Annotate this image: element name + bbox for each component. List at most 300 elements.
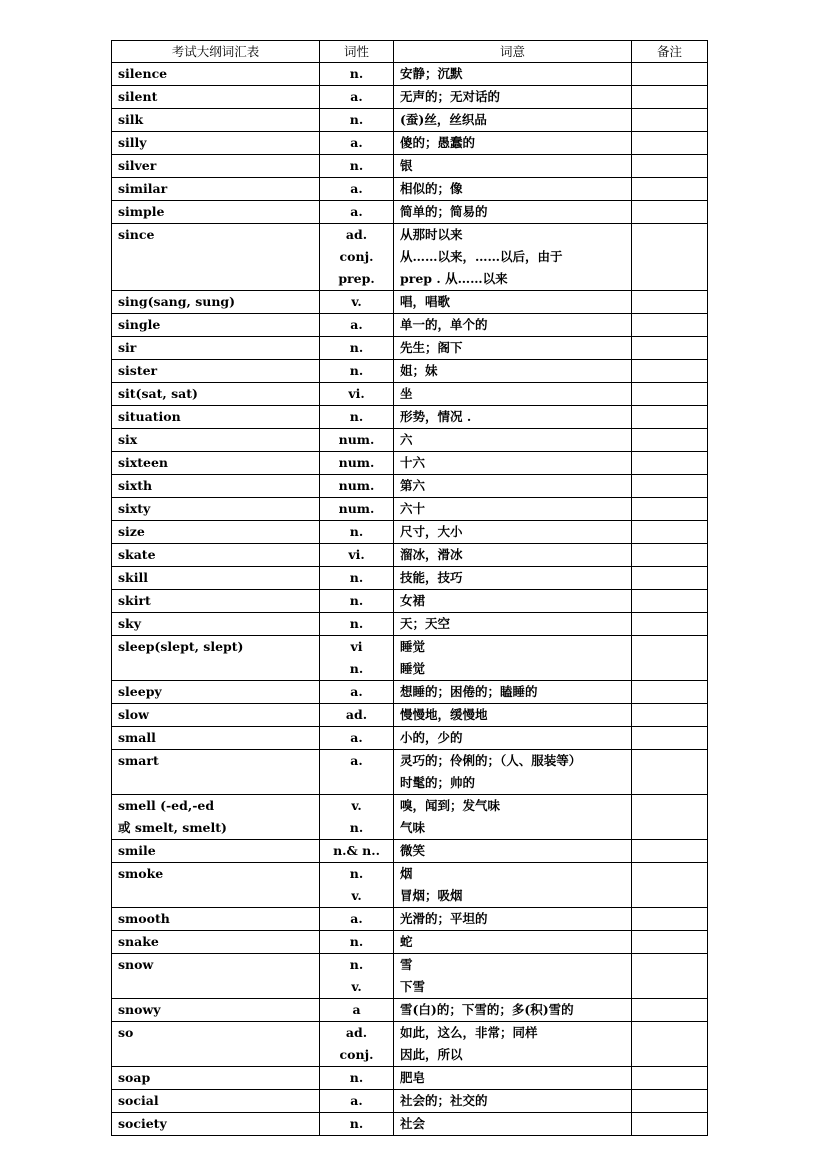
word-text: smart	[118, 753, 159, 768]
meaning-text: 六	[400, 432, 413, 447]
pos-text: n.	[349, 934, 364, 949]
table-row	[112, 544, 708, 567]
word-cell	[112, 1022, 320, 1067]
pos-text: a.	[350, 911, 363, 926]
meaning-text: 睡觉	[400, 661, 426, 676]
meaning-cell	[394, 314, 632, 337]
meaning-cell	[394, 178, 632, 201]
pos-text: vi.	[348, 547, 365, 562]
table-row	[112, 1113, 708, 1136]
word-cell	[112, 291, 320, 314]
meaning-text: (蚕)丝，丝织品	[400, 112, 487, 127]
pos-cell	[320, 1090, 394, 1113]
table-row	[112, 383, 708, 406]
table-row	[112, 109, 708, 132]
table-row	[112, 613, 708, 636]
note-cell	[632, 475, 708, 498]
table-row	[112, 931, 708, 954]
meaning-text: 雪	[400, 957, 413, 972]
meaning-cell	[394, 727, 632, 750]
word-text: snow	[118, 957, 154, 972]
pos-cell	[320, 613, 394, 636]
pos-text: a.	[350, 730, 363, 745]
note-cell	[632, 681, 708, 704]
note-cell	[632, 521, 708, 544]
table-row	[112, 590, 708, 613]
note-cell	[632, 178, 708, 201]
meaning-text: 无声的；无对话的	[400, 89, 501, 104]
pos-text: n.	[349, 616, 364, 631]
pos-text: n.	[349, 820, 364, 835]
meaning-text: 技能，技巧	[400, 570, 463, 585]
table-row	[112, 795, 708, 840]
table-row	[112, 201, 708, 224]
meaning-text: 女裙	[400, 593, 426, 608]
meaning-text: 尺寸，大小	[400, 524, 463, 539]
word-cell	[112, 314, 320, 337]
pos-text: num.	[338, 432, 375, 447]
pos-text: conj.	[339, 1047, 374, 1062]
meaning-text: 简单的；简易的	[400, 204, 488, 219]
word-text: similar	[118, 181, 168, 196]
pos-cell	[320, 360, 394, 383]
word-text: simple	[118, 204, 165, 219]
word-cell	[112, 908, 320, 931]
pos-text: a.	[350, 317, 363, 332]
pos-cell	[320, 337, 394, 360]
pos-text: vi.	[348, 386, 365, 401]
table-row	[112, 155, 708, 178]
meaning-text: 烟	[400, 866, 413, 881]
word-cell	[112, 521, 320, 544]
meaning-text: 嗅，闻到；发气味	[400, 798, 501, 813]
meaning-cell	[394, 337, 632, 360]
pos-cell	[320, 429, 394, 452]
note-cell	[632, 1022, 708, 1067]
word-cell	[112, 954, 320, 999]
word-text: sixty	[118, 501, 151, 516]
pos-text: n.	[349, 524, 364, 539]
word-cell	[112, 795, 320, 840]
meaning-cell	[394, 750, 632, 795]
pos-text: n.	[349, 1070, 364, 1085]
word-cell	[112, 613, 320, 636]
pos-text: n.	[349, 866, 364, 881]
note-cell	[632, 567, 708, 590]
table-row	[112, 1022, 708, 1067]
pos-text: a.	[350, 684, 363, 699]
pos-cell	[320, 1113, 394, 1136]
meaning-cell	[394, 521, 632, 544]
meaning-text: 光滑的；平坦的	[400, 911, 488, 926]
table-row	[112, 406, 708, 429]
vocabulary-body	[112, 63, 708, 1136]
meaning-text: 安静；沉默	[400, 66, 463, 81]
pos-text: v.	[351, 888, 362, 903]
note-cell	[632, 155, 708, 178]
pos-text: n.	[349, 593, 364, 608]
table-row	[112, 86, 708, 109]
table-row	[112, 429, 708, 452]
word-text: snake	[118, 934, 159, 949]
pos-cell	[320, 86, 394, 109]
note-cell	[632, 337, 708, 360]
meaning-text: 先生；阁下	[400, 340, 463, 355]
note-cell	[632, 636, 708, 681]
word-cell	[112, 452, 320, 475]
meaning-cell	[394, 291, 632, 314]
header-pos: 词性	[320, 41, 394, 63]
meaning-text: 睡觉	[400, 639, 426, 654]
word-text: single	[118, 317, 161, 332]
meaning-cell	[394, 452, 632, 475]
word-cell	[112, 750, 320, 795]
table-row	[112, 840, 708, 863]
table-row	[112, 360, 708, 383]
meaning-text: 单一的，单个的	[400, 317, 488, 332]
meaning-cell	[394, 429, 632, 452]
pos-text: a.	[350, 1093, 363, 1108]
word-cell	[112, 383, 320, 406]
table-row	[112, 954, 708, 999]
meaning-text: 银	[400, 158, 413, 173]
word-text: skill	[118, 570, 148, 585]
pos-cell	[320, 840, 394, 863]
meaning-cell	[394, 795, 632, 840]
meaning-text: 小的，少的	[400, 730, 463, 745]
pos-cell	[320, 224, 394, 291]
meaning-text: 从那时以来	[400, 227, 463, 242]
pos-text: num.	[338, 478, 375, 493]
word-cell	[112, 636, 320, 681]
table-row	[112, 908, 708, 931]
meaning-text: 因此，所以	[400, 1047, 463, 1062]
table-row	[112, 999, 708, 1022]
pos-cell	[320, 544, 394, 567]
meaning-text: 从……以来，……以后，由于	[400, 249, 563, 264]
meaning-cell	[394, 360, 632, 383]
table-row	[112, 291, 708, 314]
meaning-cell	[394, 63, 632, 86]
pos-cell	[320, 750, 394, 795]
table-row	[112, 681, 708, 704]
word-cell	[112, 132, 320, 155]
word-cell	[112, 201, 320, 224]
word-text: sixteen	[118, 455, 169, 470]
word-text: silence	[118, 66, 168, 81]
pos-cell	[320, 954, 394, 999]
note-cell	[632, 132, 708, 155]
table-row	[112, 224, 708, 291]
word-cell	[112, 1113, 320, 1136]
pos-text: v.	[351, 798, 362, 813]
note-cell	[632, 544, 708, 567]
pos-cell	[320, 931, 394, 954]
note-cell	[632, 863, 708, 908]
table-row	[112, 314, 708, 337]
pos-cell	[320, 999, 394, 1022]
meaning-text: 冒烟；吸烟	[400, 888, 463, 903]
meaning-text: 想睡的；困倦的；瞌睡的	[400, 684, 538, 699]
word-cell	[112, 178, 320, 201]
table-row	[112, 475, 708, 498]
meaning-cell	[394, 1090, 632, 1113]
word-text: small	[118, 730, 156, 745]
pos-cell	[320, 155, 394, 178]
word-cell	[112, 590, 320, 613]
table-row	[112, 863, 708, 908]
word-text: sixth	[118, 478, 153, 493]
pos-text: a.	[350, 753, 363, 768]
pos-text: n.	[349, 570, 364, 585]
word-text: smooth	[118, 911, 170, 926]
meaning-text: 社会	[400, 1116, 426, 1131]
meaning-cell	[394, 590, 632, 613]
word-text: smoke	[118, 866, 164, 881]
pos-cell	[320, 727, 394, 750]
meaning-text: 唱，唱歌	[400, 294, 451, 309]
header-note: 备注	[632, 41, 708, 63]
meaning-text: 第六	[400, 478, 426, 493]
meaning-text: 雪(白)的；下雪的；多(积)雪的	[400, 1002, 574, 1017]
table-row	[112, 567, 708, 590]
word-text: sky	[118, 616, 141, 631]
pos-text: n.& n..	[333, 843, 380, 858]
word-cell	[112, 863, 320, 908]
pos-cell	[320, 795, 394, 840]
pos-cell	[320, 863, 394, 908]
header-meaning: 词意	[394, 41, 632, 63]
meaning-cell	[394, 1113, 632, 1136]
word-cell	[112, 224, 320, 291]
word-cell	[112, 727, 320, 750]
meaning-cell	[394, 613, 632, 636]
word-text: sit(sat, sat)	[118, 386, 198, 401]
pos-text: v.	[351, 979, 362, 994]
pos-cell	[320, 521, 394, 544]
header-word: 考试大纲词汇表	[112, 41, 320, 63]
table-row	[112, 337, 708, 360]
pos-cell	[320, 908, 394, 931]
meaning-cell	[394, 224, 632, 291]
word-text: sister	[118, 363, 158, 378]
meaning-cell	[394, 132, 632, 155]
table-row	[112, 1067, 708, 1090]
note-cell	[632, 86, 708, 109]
table-row	[112, 1090, 708, 1113]
table-row	[112, 178, 708, 201]
pos-text: conj.	[339, 249, 374, 264]
note-cell	[632, 590, 708, 613]
word-text: social	[118, 1093, 159, 1108]
meaning-cell	[394, 840, 632, 863]
pos-cell	[320, 681, 394, 704]
word-cell	[112, 406, 320, 429]
meaning-text: 傻的；愚蠢的	[400, 135, 476, 150]
meaning-text: 气味	[400, 820, 426, 835]
word-text: sleep(slept, slept)	[118, 639, 244, 654]
note-cell	[632, 291, 708, 314]
word-text: 或 smelt, smelt)	[118, 820, 227, 835]
pos-text: n.	[349, 661, 364, 676]
table-row	[112, 704, 708, 727]
pos-text: n.	[349, 363, 364, 378]
pos-text: n.	[349, 66, 364, 81]
note-cell	[632, 908, 708, 931]
meaning-text: 蛇	[400, 934, 413, 949]
pos-cell	[320, 1067, 394, 1090]
word-text: skirt	[118, 593, 151, 608]
table-row	[112, 521, 708, 544]
pos-cell	[320, 1022, 394, 1067]
word-text: size	[118, 524, 145, 539]
meaning-text: 灵巧的；伶俐的；（人、服装等）	[400, 753, 582, 768]
note-cell	[632, 840, 708, 863]
pos-cell	[320, 452, 394, 475]
pos-cell	[320, 590, 394, 613]
word-text: silk	[118, 112, 144, 127]
word-cell	[112, 63, 320, 86]
meaning-cell	[394, 999, 632, 1022]
word-text: skate	[118, 547, 156, 562]
note-cell	[632, 613, 708, 636]
word-text: sir	[118, 340, 137, 355]
meaning-text: 天；天空	[400, 616, 451, 631]
meaning-text: 溜冰，滑冰	[400, 547, 463, 562]
word-cell	[112, 498, 320, 521]
word-cell	[112, 475, 320, 498]
pos-text: n.	[349, 112, 364, 127]
table-row	[112, 727, 708, 750]
pos-text: num.	[338, 501, 375, 516]
meaning-text: 如此，这么，非常；同样	[400, 1025, 538, 1040]
pos-text: v.	[351, 294, 362, 309]
word-text: sing(sang, sung)	[118, 294, 236, 309]
pos-cell	[320, 567, 394, 590]
pos-cell	[320, 636, 394, 681]
word-text: snowy	[118, 1002, 161, 1017]
meaning-cell	[394, 567, 632, 590]
meaning-text: 姐；妹	[400, 363, 438, 378]
pos-text: ad.	[345, 707, 368, 722]
word-cell	[112, 704, 320, 727]
word-cell	[112, 337, 320, 360]
pos-cell	[320, 63, 394, 86]
word-cell	[112, 109, 320, 132]
note-cell	[632, 1090, 708, 1113]
meaning-cell	[394, 109, 632, 132]
word-text: soap	[118, 1070, 151, 1085]
note-cell	[632, 954, 708, 999]
meaning-cell	[394, 544, 632, 567]
pos-text: a.	[350, 204, 363, 219]
note-cell	[632, 383, 708, 406]
meaning-text: prep . 从……以来	[400, 271, 508, 286]
word-cell	[112, 1090, 320, 1113]
word-text: sleepy	[118, 684, 162, 699]
meaning-cell	[394, 681, 632, 704]
meaning-text: 肥皂	[400, 1070, 426, 1085]
word-text: six	[118, 432, 138, 447]
pos-cell	[320, 178, 394, 201]
word-cell	[112, 86, 320, 109]
meaning-cell	[394, 201, 632, 224]
vocabulary-table	[111, 40, 708, 1136]
pos-text: num.	[338, 455, 375, 470]
meaning-cell	[394, 954, 632, 999]
word-cell	[112, 931, 320, 954]
pos-cell	[320, 291, 394, 314]
meaning-text: 社会的；社交的	[400, 1093, 488, 1108]
meaning-cell	[394, 406, 632, 429]
note-cell	[632, 1113, 708, 1136]
meaning-text: 下雪	[400, 979, 426, 994]
table-row	[112, 498, 708, 521]
pos-text: n.	[349, 158, 364, 173]
pos-text: prep.	[338, 271, 375, 286]
meaning-text: 六十	[400, 501, 426, 516]
pos-cell	[320, 498, 394, 521]
word-text: since	[118, 227, 155, 242]
word-cell	[112, 1067, 320, 1090]
meaning-text: 坐	[400, 386, 413, 401]
pos-text: n.	[349, 409, 364, 424]
meaning-cell	[394, 908, 632, 931]
note-cell	[632, 63, 708, 86]
word-cell	[112, 544, 320, 567]
pos-cell	[320, 109, 394, 132]
meaning-text: 时髦的；帅的	[400, 775, 476, 790]
meaning-cell	[394, 931, 632, 954]
word-text: society	[118, 1116, 167, 1131]
meaning-cell	[394, 383, 632, 406]
pos-text: vi	[350, 639, 363, 654]
meaning-cell	[394, 475, 632, 498]
note-cell	[632, 201, 708, 224]
note-cell	[632, 429, 708, 452]
pos-text: a.	[350, 89, 363, 104]
pos-text: ad.	[345, 1025, 368, 1040]
pos-text: a.	[350, 181, 363, 196]
meaning-cell	[394, 1067, 632, 1090]
word-text: silver	[118, 158, 157, 173]
meaning-text: 微笑	[400, 843, 426, 858]
meaning-text: 慢慢地，缓慢地	[400, 707, 488, 722]
note-cell	[632, 931, 708, 954]
word-text: situation	[118, 409, 181, 424]
table-row	[112, 636, 708, 681]
note-cell	[632, 109, 708, 132]
table-row	[112, 132, 708, 155]
note-cell	[632, 406, 708, 429]
pos-cell	[320, 314, 394, 337]
word-cell	[112, 999, 320, 1022]
pos-cell	[320, 201, 394, 224]
note-cell	[632, 999, 708, 1022]
pos-cell	[320, 383, 394, 406]
pos-cell	[320, 704, 394, 727]
pos-cell	[320, 406, 394, 429]
meaning-cell	[394, 155, 632, 178]
note-cell	[632, 224, 708, 291]
note-cell	[632, 795, 708, 840]
word-cell	[112, 567, 320, 590]
pos-cell	[320, 132, 394, 155]
word-text: slow	[118, 707, 149, 722]
header-row	[112, 41, 708, 63]
pos-text: n.	[349, 957, 364, 972]
pos-text: a	[352, 1002, 361, 1017]
